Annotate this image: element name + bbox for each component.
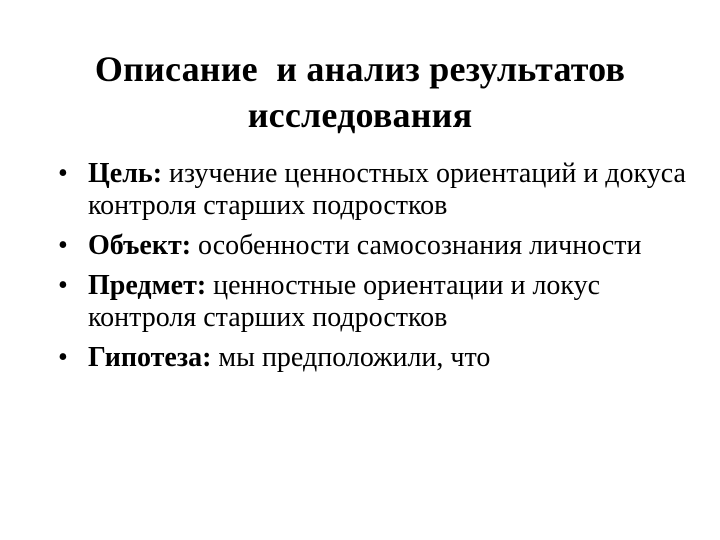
bullet-term: Цель: (88, 158, 163, 189)
bullet-text: мы предположили, что (211, 342, 491, 373)
bullet-text: ценностные ориентации и локус контроля старших подростков (88, 270, 601, 333)
bullet-object (58, 230, 698, 262)
bullet-term: Гипотеза: (88, 342, 212, 373)
bullet-goal (58, 158, 698, 222)
title-line-1: Описание и анализ результатов (94, 49, 626, 89)
bullet-text: особенности самосознания личности (191, 230, 642, 261)
slide-title (40, 46, 680, 138)
bullet-text: изучение ценностных ориентаций и докуса контроля старших подростков (88, 158, 686, 221)
bullet-hypothesis (58, 342, 698, 374)
bullet-icon: • (58, 270, 68, 301)
bullet-list (58, 158, 698, 382)
bullet-icon: • (58, 158, 68, 189)
bullet-term: Объект: (88, 230, 192, 261)
title-line-2: исследования (247, 95, 473, 135)
bullet-term: Предмет: (88, 270, 207, 301)
bullet-subject (58, 270, 698, 334)
bullet-icon: • (58, 230, 68, 261)
bullet-icon: • (58, 342, 68, 373)
